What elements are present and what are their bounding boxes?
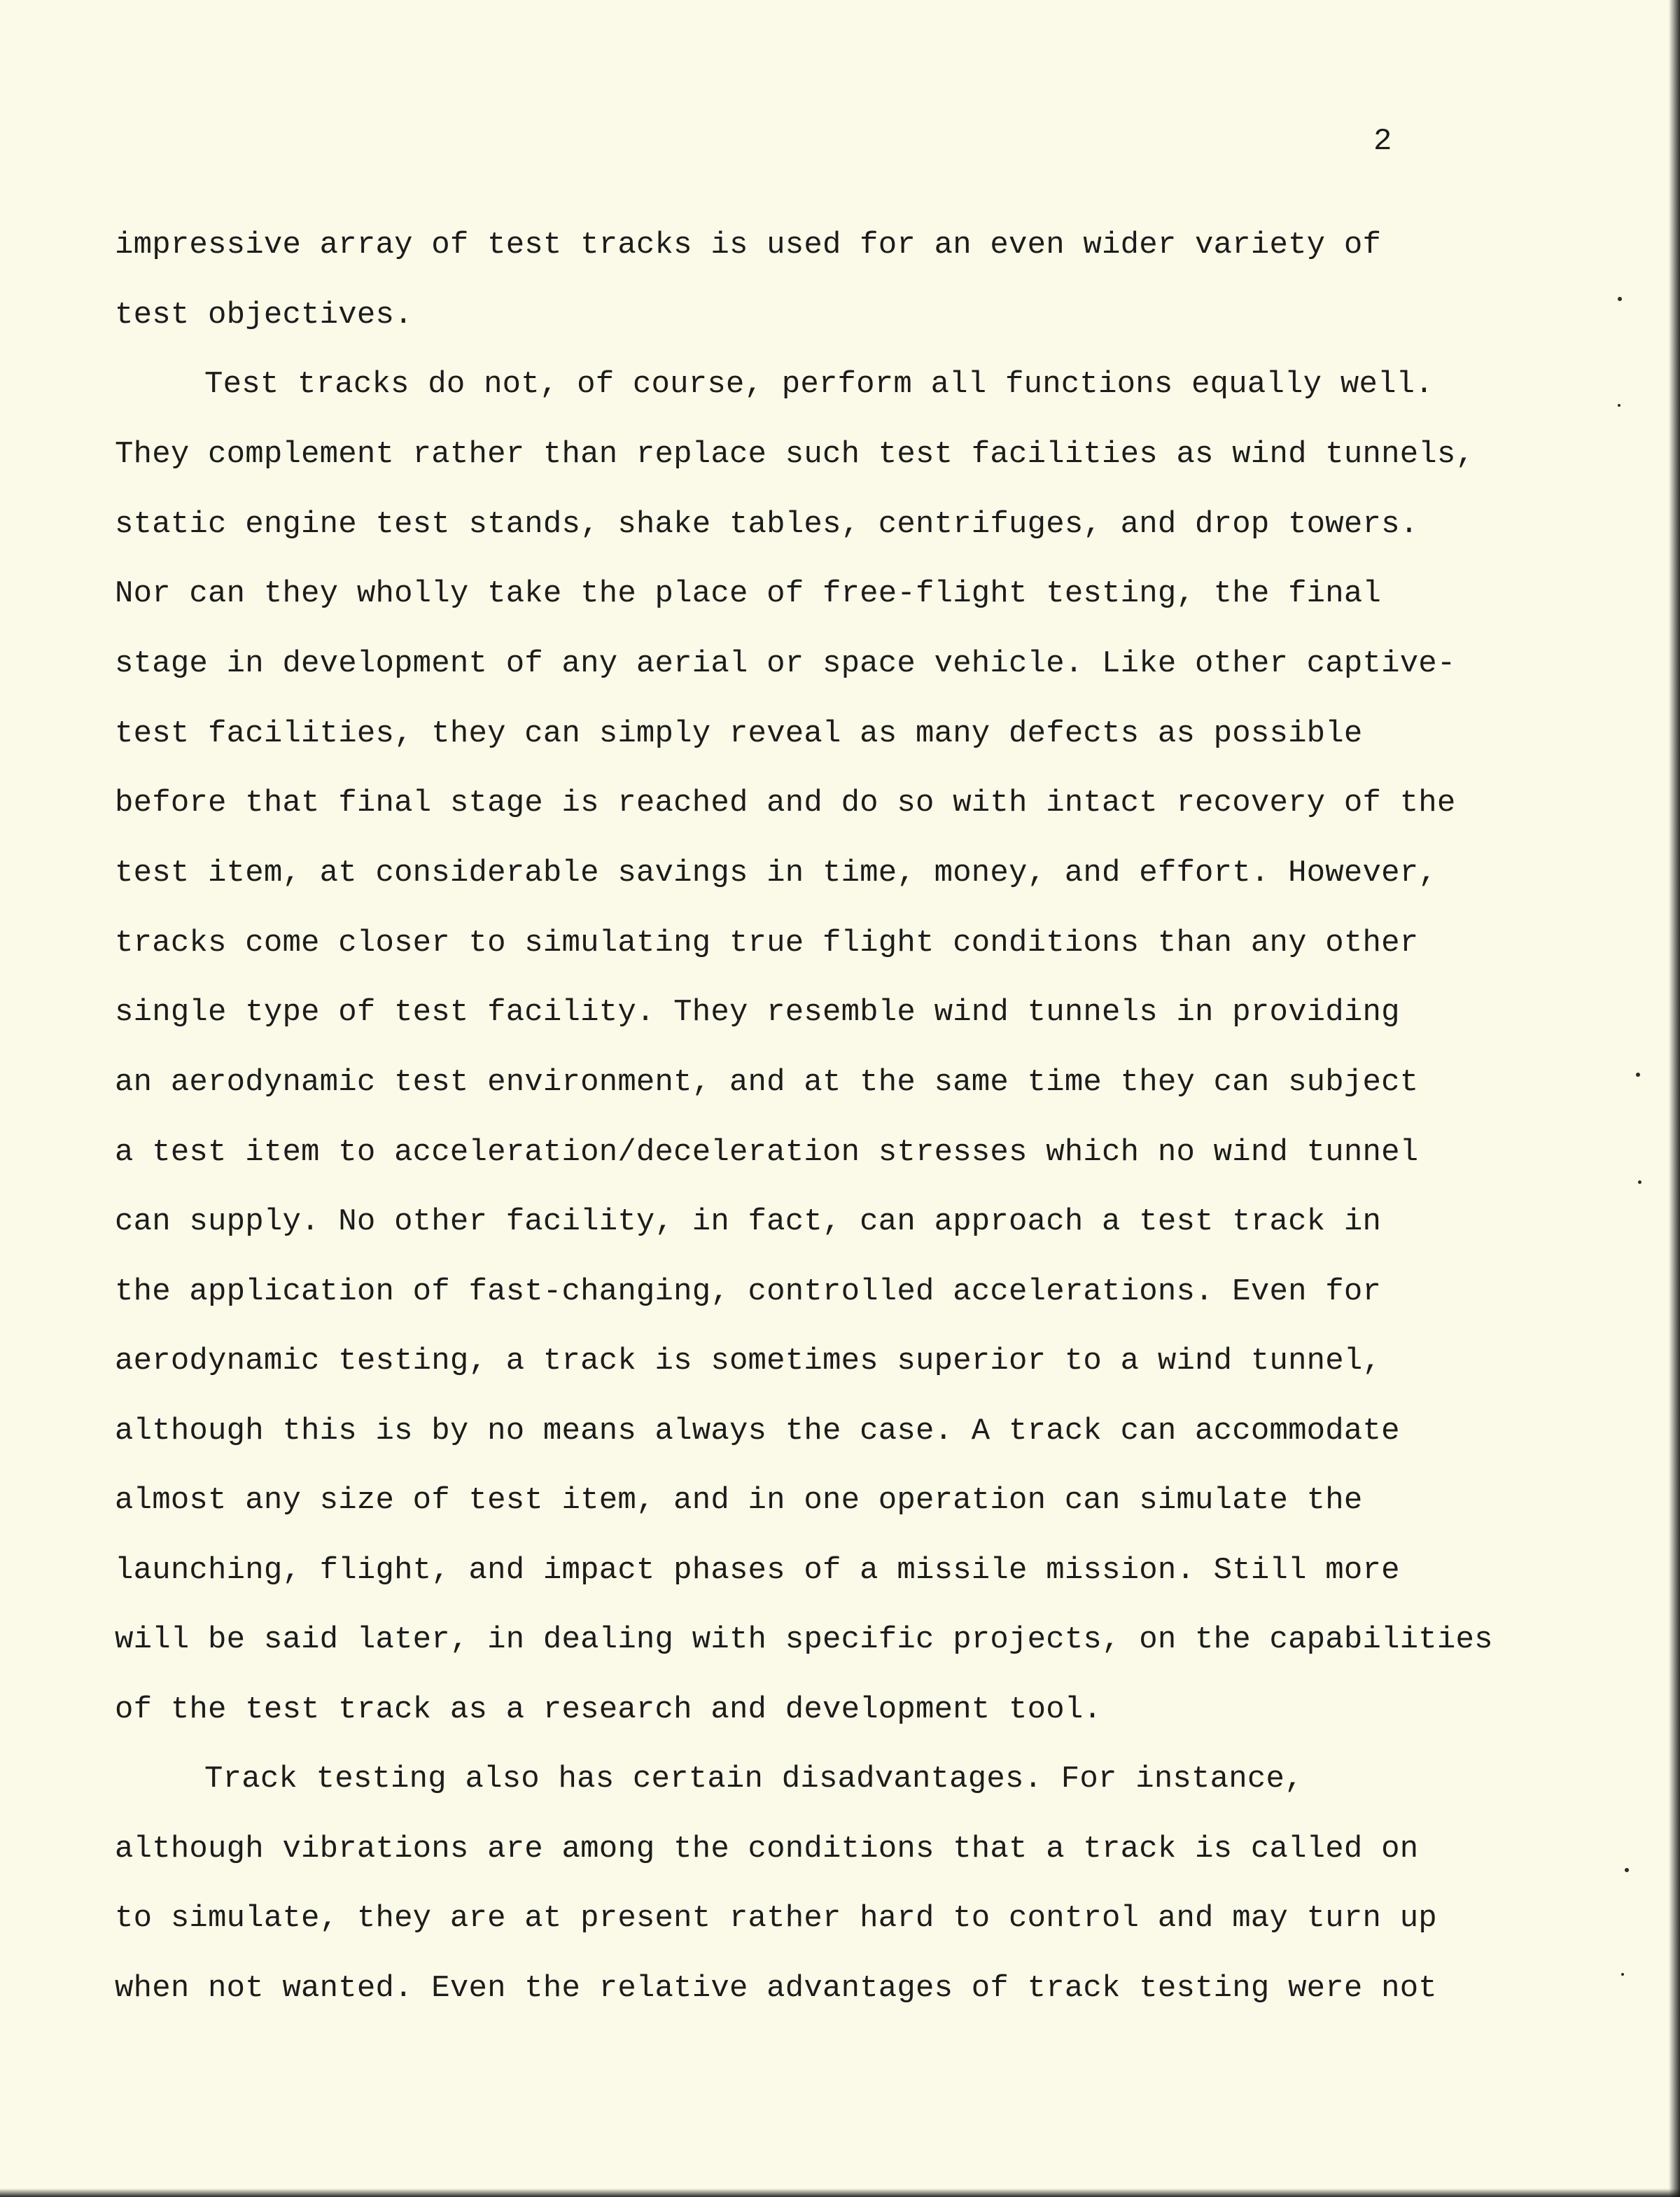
text-line: test item, at considerable savings in time, money, and effort. However, bbox=[115, 856, 1437, 891]
text-line: single type of test facility. They resemble wind tunnels in providing bbox=[115, 995, 1400, 1030]
paragraph-start-line: Track testing also has certain disadvantages. For instance, bbox=[204, 1762, 1303, 1797]
text-line: static engine test stands, shake tables, centrifuges, and drop towers. bbox=[115, 507, 1419, 542]
text-line: test facilities, they can simply reveal as many defects as possible bbox=[115, 716, 1363, 751]
scan-speck bbox=[1636, 1073, 1640, 1077]
text-line: although this is by no means always the case. A track can accommodate bbox=[115, 1414, 1400, 1449]
text-line: before that final stage is reached and do so with intact recovery of the bbox=[115, 786, 1456, 821]
scan-speck bbox=[1625, 1868, 1629, 1872]
scan-speck bbox=[1618, 404, 1620, 407]
text-line: stage in development of any aerial or space vehicle. Like other captive- bbox=[115, 646, 1456, 681]
text-line: although vibrations are among the conditions that a track is called on bbox=[115, 1832, 1419, 1867]
text-line: impressive array of test tracks is used for an even wider variety of bbox=[115, 228, 1382, 263]
text-line: launching, flight, and impact phases of a missile mission. Still more bbox=[115, 1553, 1400, 1588]
paragraph-start-line: Test tracks do not, of course, perform all functions equally well. bbox=[204, 367, 1434, 402]
scan-edge-shadow bbox=[1669, 0, 1680, 2197]
text-line: to simulate, they are at present rather hard to control and may turn up bbox=[115, 1901, 1437, 1936]
text-line: Nor can they wholly take the place of free-flight testing, the final bbox=[115, 576, 1382, 611]
scan-speck bbox=[1618, 297, 1622, 301]
text-line: of the test track as a research and development tool. bbox=[115, 1692, 1102, 1727]
text-line: tracks come closer to simulating true flight conditions than any other bbox=[115, 926, 1419, 961]
text-line: a test item to acceleration/deceleration stresses which no wind tunnel bbox=[115, 1135, 1419, 1170]
scan-bottom-shadow bbox=[0, 2189, 1680, 2197]
page-number: 2 bbox=[1373, 124, 1392, 159]
text-line: aerodynamic testing, a track is sometimes superior to a wind tunnel, bbox=[115, 1344, 1382, 1379]
text-line: when not wanted. Even the relative advantages of track testing were not bbox=[115, 1971, 1437, 2006]
text-line: can supply. No other facility, in fact, can approach a test track in bbox=[115, 1204, 1382, 1239]
text-line: almost any size of test item, and in one operation can simulate the bbox=[115, 1483, 1363, 1518]
text-line: the application of fast-changing, controlled accelerations. Even for bbox=[115, 1274, 1382, 1309]
text-line: They complement rather than replace such test facilities as wind tunnels, bbox=[115, 437, 1475, 472]
text-line: test objectives. bbox=[115, 298, 413, 333]
text-line: will be said later, in dealing with specific projects, on the capabilities bbox=[115, 1622, 1493, 1657]
scan-speck bbox=[1638, 1180, 1642, 1184]
text-line: an aerodynamic test environment, and at the same time they can subject bbox=[115, 1065, 1419, 1100]
scan-speck bbox=[1621, 1973, 1624, 1976]
